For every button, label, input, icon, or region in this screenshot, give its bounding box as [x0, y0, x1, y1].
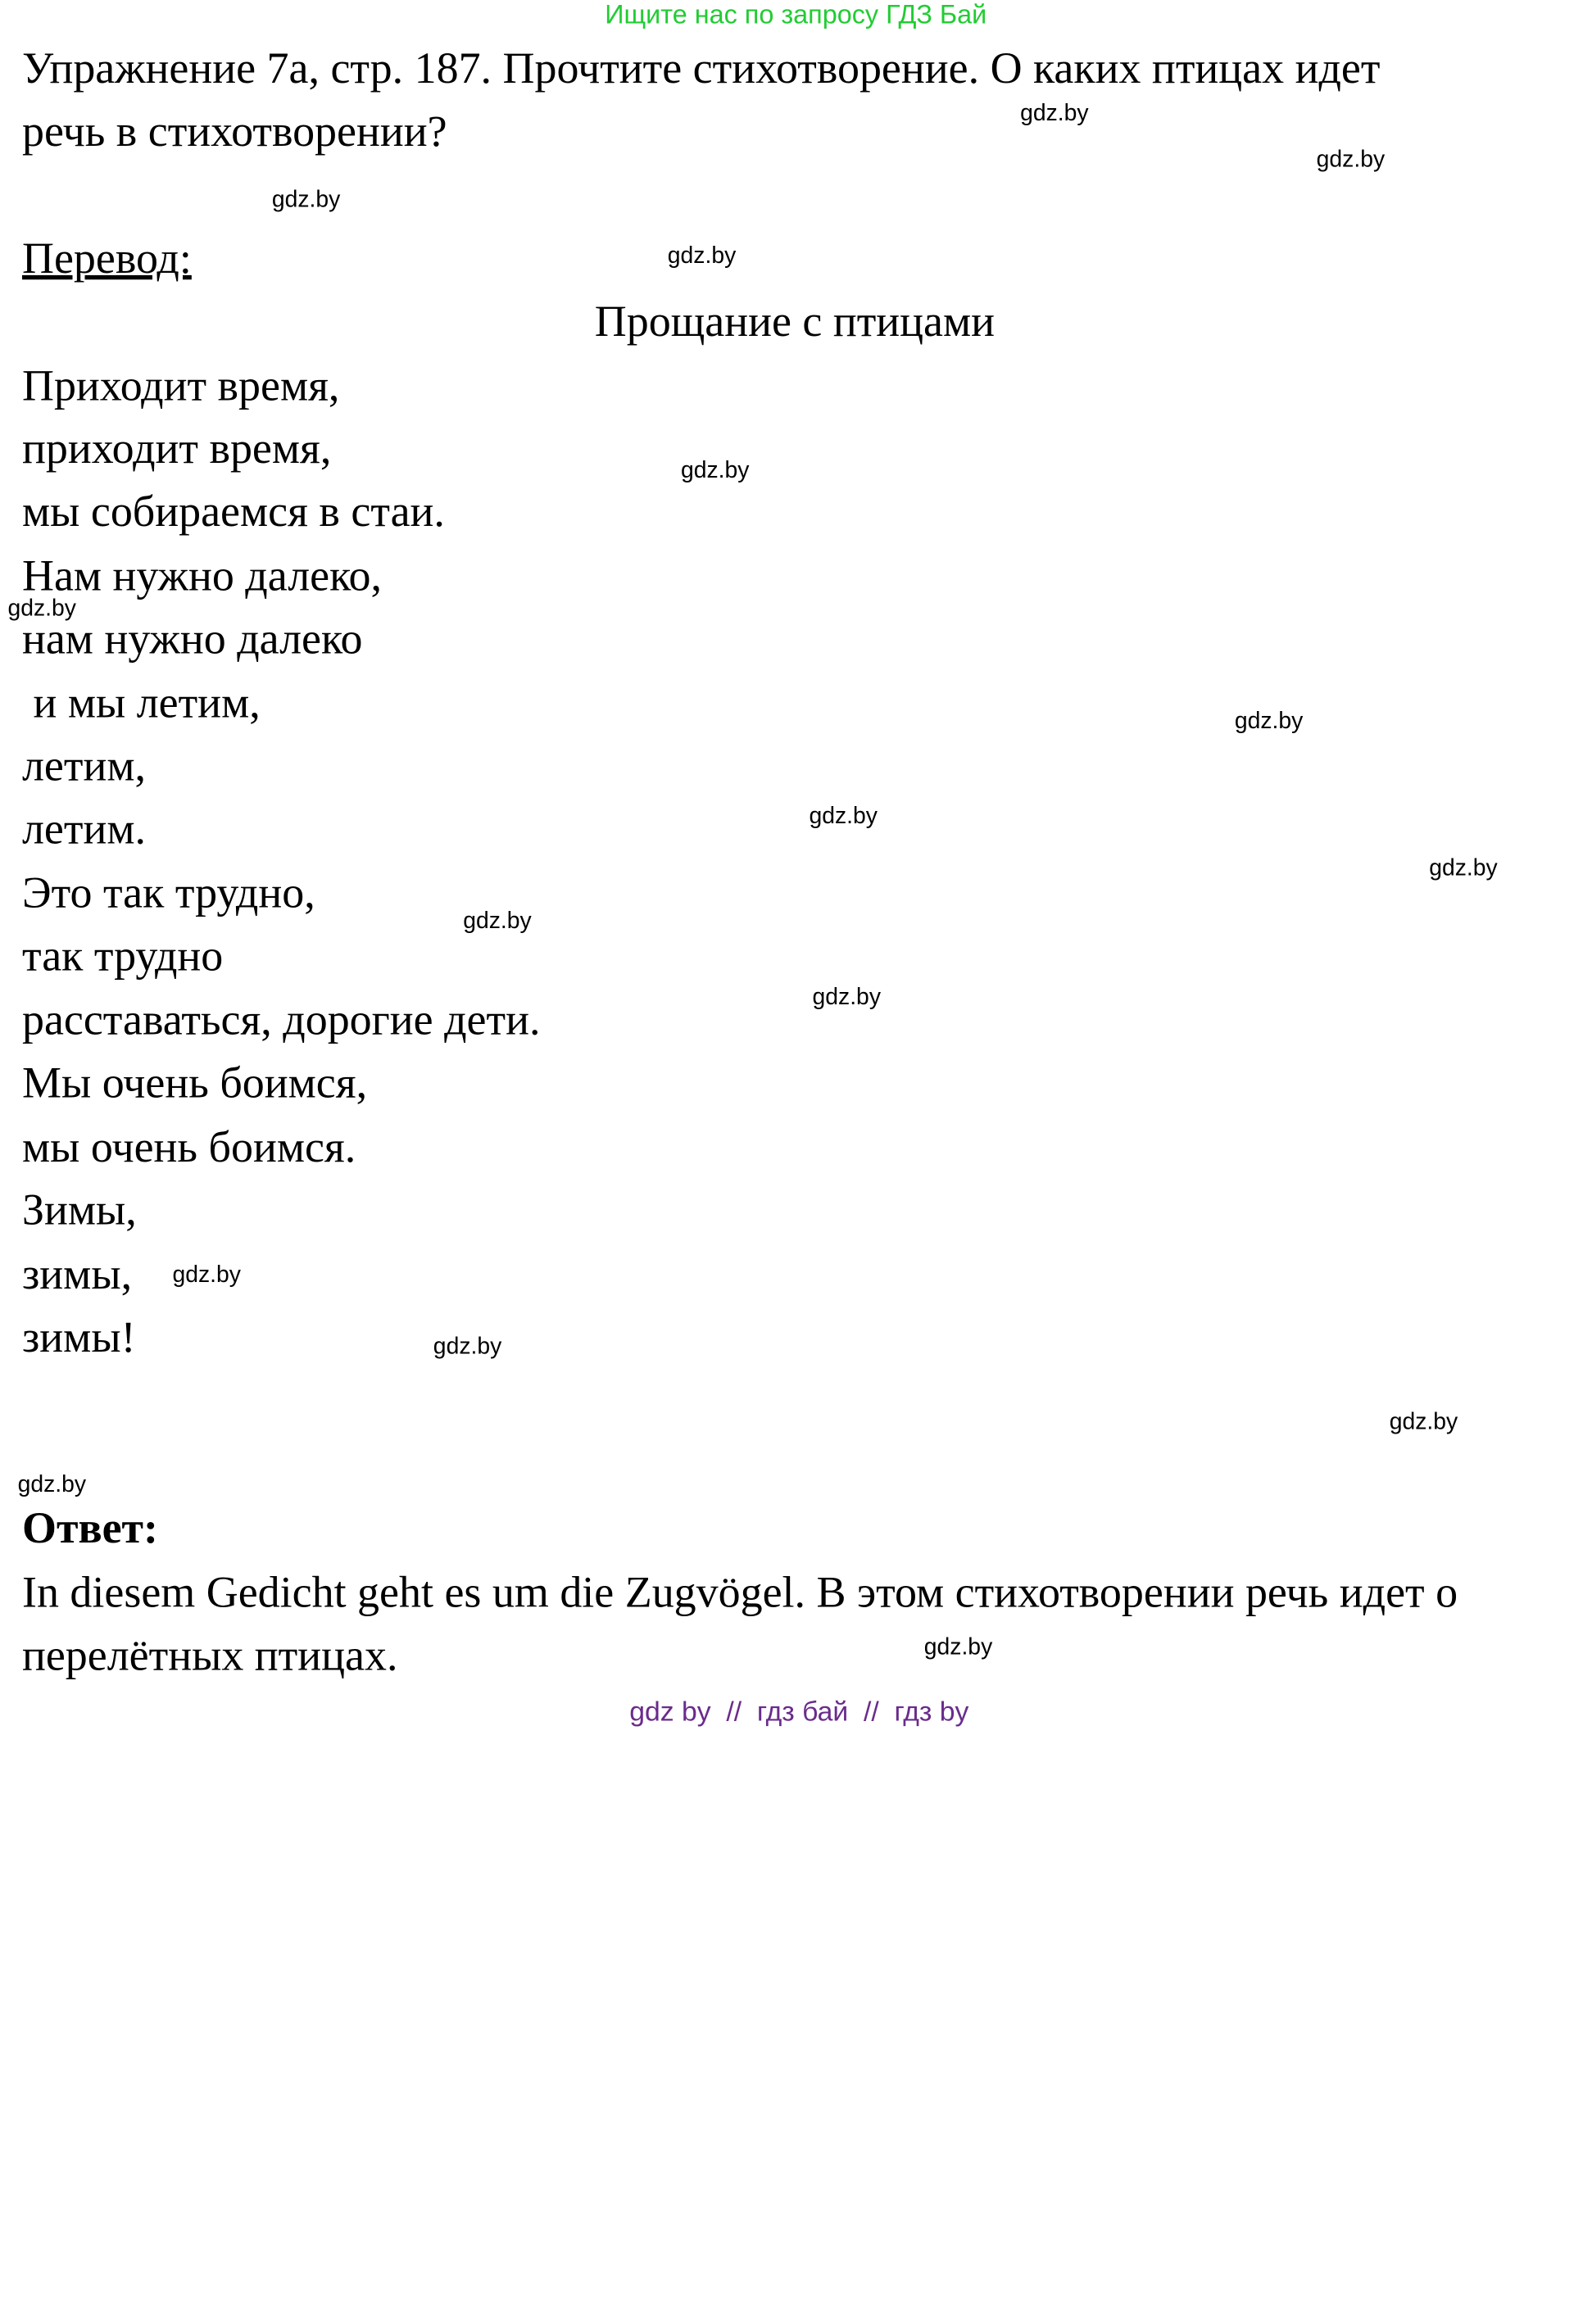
footer-links[interactable]: gdz by // гдз бай // гдз by: [629, 1696, 969, 1728]
watermark: gdz.by: [667, 242, 737, 269]
watermark: gdz.by: [433, 1334, 502, 1360]
watermark: gdz.by: [271, 186, 341, 213]
watermark: gdz.by: [1020, 100, 1089, 126]
poem-line: и мы летим,: [21, 677, 261, 727]
watermark: gdz.by: [7, 596, 76, 622]
poem-line: Приходит время,: [21, 360, 340, 410]
poem-line: Мы очень боимся,: [21, 1057, 368, 1108]
watermark: gdz.by: [17, 1471, 87, 1497]
watermark: gdz.by: [680, 457, 750, 483]
poem-line: летим.: [21, 803, 146, 854]
poem-title: Прощание с птицами: [594, 296, 996, 347]
poem-line: Это так трудно,: [21, 867, 315, 917]
poem-line: приходит время,: [21, 423, 332, 473]
poem-line: нам нужно далеко: [21, 613, 363, 664]
watermark: gdz.by: [1316, 147, 1386, 173]
watermark: gdz.by: [1234, 708, 1304, 734]
answer-line-1: In diesem Gedicht geht es um die Zugvögel. В этом стихотворении речь идет о: [21, 1566, 1458, 1617]
poem-line: зимы,: [21, 1248, 133, 1299]
answer-label: Ответ:: [21, 1502, 159, 1553]
translation-label: Перевод:: [21, 233, 192, 283]
poem-line: зимы!: [21, 1311, 136, 1361]
task-line-2: речь в стихотворении?: [21, 106, 447, 156]
poem-line: мы собираемся в стаи.: [21, 486, 445, 537]
watermark: gdz.by: [812, 984, 881, 1010]
watermark: gdz.by: [923, 1634, 993, 1660]
poem-line: Зимы,: [21, 1185, 137, 1234]
watermark: gdz.by: [1389, 1408, 1458, 1435]
poem-line: мы очень боимся.: [21, 1121, 356, 1171]
poem-line: Нам нужно далеко,: [21, 550, 383, 600]
poem-line: летим,: [21, 740, 146, 791]
poem-line: расставаться, дорогие дети.: [21, 994, 541, 1044]
task-line-1: Упражнение 7а, стр. 187. Прочтите стихотворение. О каких птицах идет: [21, 43, 1381, 93]
watermark: gdz.by: [1429, 855, 1498, 881]
watermark: gdz.by: [463, 908, 532, 934]
watermark: gdz.by: [809, 803, 878, 829]
top-banner[interactable]: Ищите нас по запросу ГДЗ Бай: [605, 0, 987, 30]
watermark: gdz.by: [172, 1262, 241, 1288]
answer-line-2: перелётных птицах.: [21, 1629, 398, 1680]
poem-line: так трудно: [21, 930, 224, 981]
